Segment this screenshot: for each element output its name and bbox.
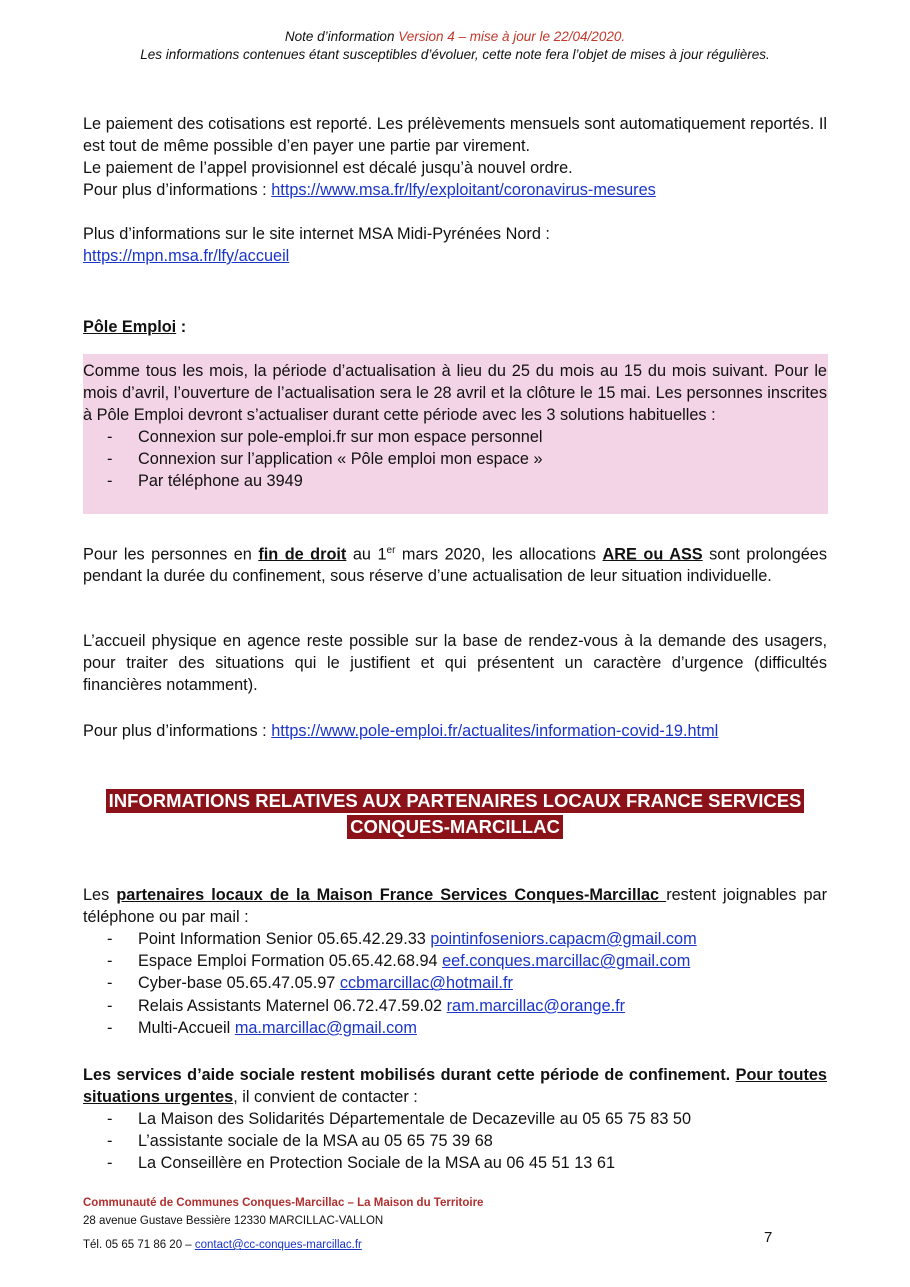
- social-section: Les services d’aide sociale restent mobilisés durant cette période de confinement. Pour toutes situations urgentes, il convient de contacter : - La Maison des Solidarités Départementale de Decazeville au 05 65 75 83 50 - L’assistante sociale de la MSA au 05 65 75 39 68 - La Conseillère en Protection Sociale de la MSA au 06 45 51 13 61: [83, 1064, 827, 1175]
- partner-email-link[interactable]: ram.marcillac@orange.fr: [446, 996, 626, 1015]
- banner-line-2: CONQUES-MARCILLAC: [347, 815, 563, 839]
- footer-address: 28 avenue Gustave Bessière 12330 MARCILLAC-VALLON: [83, 1215, 384, 1227]
- pole-emploi-info: [83, 360, 827, 493]
- page-number: 7: [764, 1229, 773, 1246]
- msa-section: [83, 113, 827, 267]
- msa-paragraph-2: Le paiement de l’appel provisionnel est décalé jusqu’à nouvel ordre.: [83, 159, 573, 177]
- page-footer: [83, 1194, 483, 1254]
- list-item: - Relais Assistants Maternel 06.72.47.59.02 ram.marcillac@orange.fr: [107, 996, 626, 1015]
- list-item: - La Conseillère en Protection Sociale de la MSA au 06 45 51 13 61: [107, 1154, 615, 1173]
- list-item: - Connexion sur l’application « Pôle emploi mon espace »: [107, 450, 543, 469]
- msa-more-info: Pour plus d’informations : https://www.msa.fr/lfy/exploitant/coronavirus-mesures: [83, 181, 656, 199]
- partner-email-link[interactable]: ccbmarcillac@hotmail.fr: [339, 974, 513, 993]
- footer-contact: Tél. 05 65 71 86 20 – contact@cc-conques-marcillac.fr: [83, 1239, 362, 1251]
- pole-emploi-accueil: L’accueil physique en agence reste possible sur la base de rendez-vous à la demande des usagers, pour traiter des situations qui le justifient et qui présentent un caractère d’urgence (difficultés financières notamment).: [83, 632, 827, 694]
- document-header: [0, 28, 910, 64]
- list-item: - L’assistante sociale de la MSA au 05 65 75 39 68: [107, 1132, 493, 1151]
- list-item: - Cyber-base 05.65.47.05.97 ccbmarcillac@hotmail.fr: [107, 974, 513, 993]
- are-ass: ARE ou ASS: [602, 545, 703, 564]
- pole-emploi-title: Pôle Emploi: [83, 318, 177, 336]
- header-line-2: Les informations contenues étant susceptibles d’évoluer, cette note fera l’objet de mises à jour régulières.: [140, 47, 770, 62]
- msa-mesures-link[interactable]: https://www.msa.fr/lfy/exploitant/coronavirus-mesures: [271, 181, 656, 199]
- list-item: - Point Information Senior 05.65.42.29.33 pointinfoseniors.capacm@gmail.com: [107, 930, 697, 948]
- partners-intro: Les partenaires locaux de la Maison France Services Conques-Marcillac restent joignables par téléphone ou par mail :: [83, 886, 827, 926]
- list-item: - Connexion sur pole-emploi.fr sur mon espace personnel: [107, 428, 543, 446]
- partners-section: [83, 884, 827, 1039]
- pole-emploi-covid-link[interactable]: https://www.pole-emploi.fr/actualites/information-covid-19.html: [271, 722, 719, 740]
- pole-emploi-rights: Pour les personnes en fin de droit au 1er mars 2020, les allocations ARE ou ASS sont prolongées pendant la durée du confinement, sous réserve d’une actualisation de leur situation individuelle.: [83, 545, 827, 586]
- msa-accueil-link[interactable]: https://mpn.msa.fr/lfy/accueil: [83, 247, 290, 265]
- footer-email-link[interactable]: contact@cc-conques-marcillac.fr: [194, 1239, 362, 1251]
- partner-email-link[interactable]: pointinfoseniors.capacm@gmail.com: [430, 930, 697, 948]
- partners-list: [83, 928, 827, 1039]
- social-heading: Les services d’aide sociale restent mobilisés durant cette période de confinement.: [83, 1066, 731, 1084]
- msa-paragraph-1: Le paiement des cotisations est reporté. Les prélèvements mensuels sont automatiquement reportés. Il est tout de même possible d’en payer une partie par virement.: [83, 115, 827, 155]
- pole-emploi-intro: Comme tous les mois, la période d’actualisation à lieu du 25 du mois au 15 du mois suivant. Pour le mois d’avril, l’ouverture de l’actualisation sera le 28 avril et la clôture le 15 mai. Les personnes inscrites à Pôle Emploi devront s’actualiser durant cette période avec les 3 solutions habituelles :: [83, 362, 827, 424]
- list-item: - Par téléphone au 3949: [107, 472, 303, 491]
- list-item: - La Maison des Solidarités Départementale de Decazeville au 05 65 75 83 50: [107, 1110, 692, 1128]
- social-contacts: [83, 1108, 827, 1175]
- partners-banner: [0, 788, 910, 840]
- list-item: - Espace Emploi Formation 05.65.42.68.94 eef.conques.marcillac@gmail.com: [107, 952, 691, 971]
- partner-email-link[interactable]: ma.marcillac@gmail.com: [234, 1018, 417, 1037]
- msa-site: [83, 245, 827, 267]
- footer-org: Communauté de Communes Conques-Marcillac – La Maison du Territoire: [83, 1197, 484, 1209]
- version-note: Version 4 – mise à jour le 22/04/2020.: [398, 29, 626, 44]
- pole-emploi-solutions: [83, 426, 827, 493]
- pole-emploi-heading: Pôle Emploi :: [83, 318, 187, 336]
- fin-de-droit: fin de droit: [258, 545, 347, 564]
- list-item: - Multi-Accueil ma.marcillac@gmail.com: [107, 1018, 417, 1037]
- banner-line-1: INFORMATIONS RELATIVES AUX PARTENAIRES LOCAUX FRANCE SERVICES: [106, 789, 805, 813]
- msa-site-label: Plus d’informations sur le site internet MSA Midi-Pyrénées Nord :: [83, 225, 550, 243]
- urgent-label: Pour toutes situations urgentes: [83, 1066, 827, 1106]
- partner-email-link[interactable]: eef.conques.marcillac@gmail.com: [442, 952, 691, 971]
- header-line-1: Note d’information Version 4 – mise à jour le 22/04/2020.: [284, 29, 626, 44]
- pole-emploi-more-info: Pour plus d’informations : https://www.pole-emploi.fr/actualites/information-covid-19.html: [83, 722, 719, 740]
